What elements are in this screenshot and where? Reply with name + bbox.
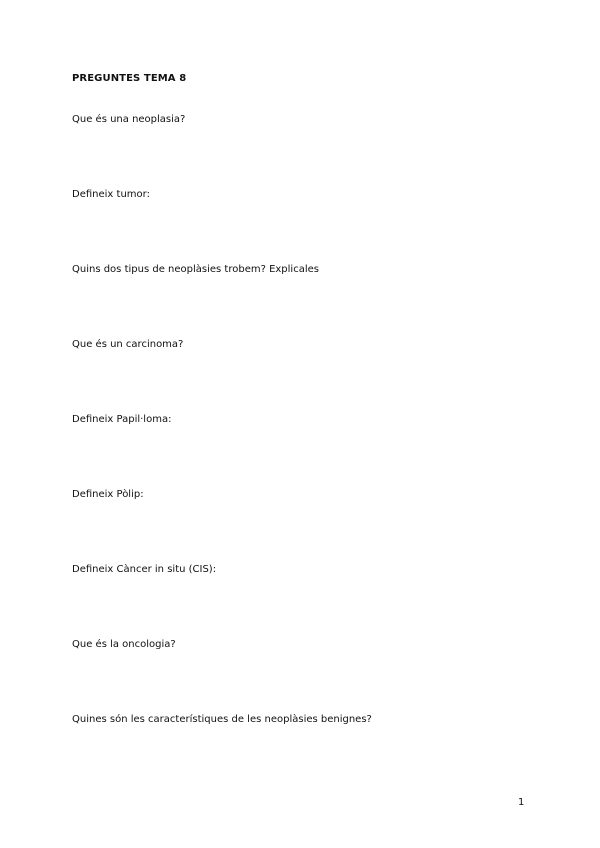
question-7: Defineix Càncer in situ (CIS): <box>72 564 217 575</box>
question-9: Quines són les característiques de les neoplàsies benignes? <box>72 714 372 725</box>
question-4: Que és un carcinoma? <box>72 339 184 350</box>
question-5: Defineix Papil·loma: <box>72 414 172 425</box>
question-2: Defineix tumor: <box>72 189 150 200</box>
question-6: Defineix Pòlip: <box>72 489 144 500</box>
question-1: Que és una neoplasia? <box>72 114 186 125</box>
question-3: Quins dos tipus de neoplàsies trobem? Explicales <box>72 264 319 275</box>
page-number: 1 <box>518 797 525 808</box>
question-8: Que és la oncologia? <box>72 639 176 650</box>
document-title: PREGUNTES TEMA 8 <box>72 73 187 84</box>
